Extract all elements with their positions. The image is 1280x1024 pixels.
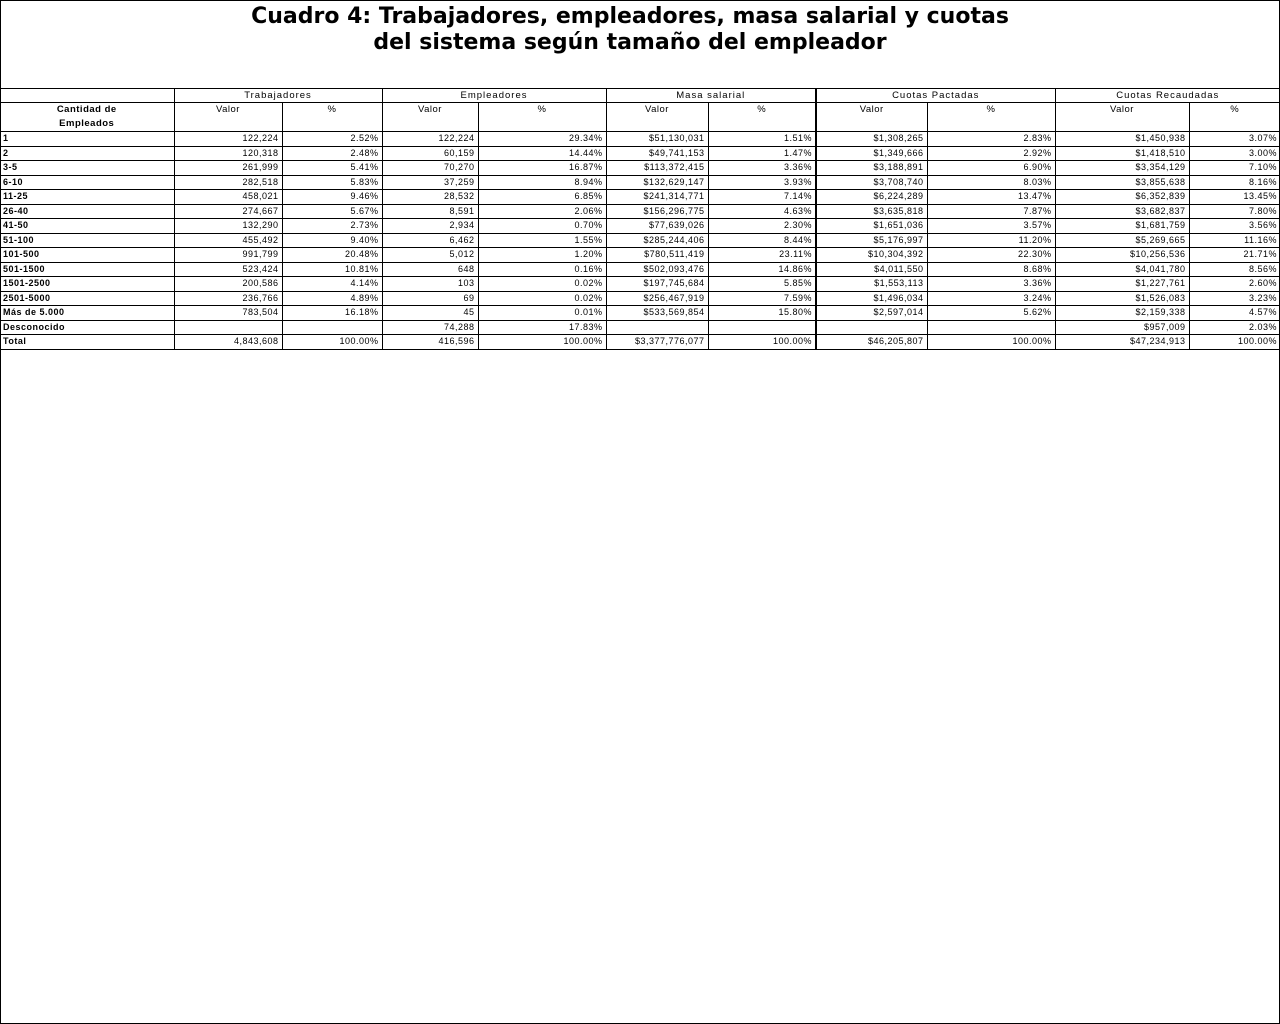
value-cell: $3,188,891 (816, 161, 927, 176)
value-cell: 783,504 (174, 306, 282, 321)
value-cell: $77,639,026 (606, 219, 708, 234)
group-header-trabajadores: Trabajadores (174, 89, 382, 103)
percent-cell: 14.86% (708, 262, 816, 277)
table-row (0, 146, 1280, 161)
percent-cell: 0.16% (478, 262, 606, 277)
table-row (0, 306, 1280, 321)
value-cell: 70,270 (382, 161, 478, 176)
table-row (0, 161, 1280, 176)
row-label: 51-100 (0, 233, 174, 248)
group-header-cuotas-recaudadas: Cuotas Recaudadas (1055, 89, 1280, 103)
percent-cell: 8.44% (708, 233, 816, 248)
value-cell: $957,009 (1055, 320, 1189, 335)
value-cell: $6,352,839 (1055, 190, 1189, 205)
percent-cell: 6.90% (927, 161, 1055, 176)
value-cell: $46,205,807 (816, 335, 927, 350)
subheader-percent: % (1189, 103, 1280, 132)
table-row (0, 190, 1280, 205)
value-cell: $5,176,997 (816, 233, 927, 248)
percent-cell: 17.83% (478, 320, 606, 335)
percent-cell: 5.85% (708, 277, 816, 292)
percent-cell: 7.59% (708, 291, 816, 306)
percent-cell: 100.00% (927, 335, 1055, 350)
value-cell: $3,354,129 (1055, 161, 1189, 176)
percent-cell: 3.07% (1189, 132, 1280, 147)
percent-cell: 100.00% (708, 335, 816, 350)
percent-cell: 16.18% (282, 306, 382, 321)
percent-cell: 0.01% (478, 306, 606, 321)
value-cell: $2,159,338 (1055, 306, 1189, 321)
row-header-line-2: Empleados (59, 118, 115, 129)
percent-cell: 1.55% (478, 233, 606, 248)
value-cell: $4,041,780 (1055, 262, 1189, 277)
table-body (0, 132, 1280, 350)
value-cell: 122,224 (174, 132, 282, 147)
value-cell: $3,377,776,077 (606, 335, 708, 350)
percent-cell: 5.62% (927, 306, 1055, 321)
table-row (0, 335, 1280, 350)
percent-cell: 3.56% (1189, 219, 1280, 234)
percent-cell: 20.48% (282, 248, 382, 263)
value-cell: 122,224 (382, 132, 478, 147)
value-cell: 4,843,608 (174, 335, 282, 350)
percent-cell: 4.57% (1189, 306, 1280, 321)
value-cell: 120,318 (174, 146, 282, 161)
value-cell: $1,651,036 (816, 219, 927, 234)
percent-cell: 16.87% (478, 161, 606, 176)
percent-cell: 2.03% (1189, 320, 1280, 335)
percent-cell: 6.85% (478, 190, 606, 205)
value-cell: $1,227,761 (1055, 277, 1189, 292)
percent-cell: 3.24% (927, 291, 1055, 306)
value-cell: $10,256,536 (1055, 248, 1189, 263)
table-row (0, 320, 1280, 335)
value-cell: $1,496,034 (816, 291, 927, 306)
percent-cell: 13.45% (1189, 190, 1280, 205)
value-cell: $113,372,415 (606, 161, 708, 176)
table-row (0, 277, 1280, 292)
percent-cell: 5.41% (282, 161, 382, 176)
percent-cell: 8.16% (1189, 175, 1280, 190)
percent-cell: 23.11% (708, 248, 816, 263)
value-cell: $51,130,031 (606, 132, 708, 147)
percent-cell: 0.02% (478, 291, 606, 306)
value-cell: 282,518 (174, 175, 282, 190)
value-cell: 523,424 (174, 262, 282, 277)
row-label: 1 (0, 132, 174, 147)
row-label: 6-10 (0, 175, 174, 190)
table-row (0, 132, 1280, 147)
percent-cell: 14.44% (478, 146, 606, 161)
value-cell: 261,999 (174, 161, 282, 176)
value-cell: $3,682,837 (1055, 204, 1189, 219)
row-header-line-1: Cantidad de (56, 104, 117, 115)
group-header-masa-salarial: Masa salarial (606, 89, 816, 103)
table-row (0, 262, 1280, 277)
value-cell: $5,269,665 (1055, 233, 1189, 248)
value-cell: 236,766 (174, 291, 282, 306)
row-label: 26-40 (0, 204, 174, 219)
percent-cell: 3.00% (1189, 146, 1280, 161)
row-label: Desconocido (0, 320, 174, 335)
percent-cell (708, 320, 816, 335)
group-header-cuotas-pactadas: Cuotas Pactadas (816, 89, 1055, 103)
percent-cell: 2.06% (478, 204, 606, 219)
value-cell: $197,745,684 (606, 277, 708, 292)
value-cell: $1,450,938 (1055, 132, 1189, 147)
percent-cell: 2.83% (927, 132, 1055, 147)
percent-cell: 4.14% (282, 277, 382, 292)
value-cell: $3,635,818 (816, 204, 927, 219)
value-cell: $156,296,775 (606, 204, 708, 219)
row-label: 501-1500 (0, 262, 174, 277)
title-line-1: Cuadro 4: Trabajadores, empleadores, masa salarial y cuotas (251, 4, 1009, 29)
value-cell (606, 320, 708, 335)
group-header-empleadores: Empleadores (382, 89, 606, 103)
value-cell: $1,681,759 (1055, 219, 1189, 234)
percent-cell: 3.23% (1189, 291, 1280, 306)
percent-cell: 29.34% (478, 132, 606, 147)
value-cell (174, 320, 282, 335)
percent-cell: 100.00% (478, 335, 606, 350)
percent-cell: 1.47% (708, 146, 816, 161)
table-row (0, 291, 1280, 306)
value-cell: 991,799 (174, 248, 282, 263)
percent-cell: 8.68% (927, 262, 1055, 277)
value-cell: $10,304,392 (816, 248, 927, 263)
percent-cell: 15.80% (708, 306, 816, 321)
percent-cell: 9.46% (282, 190, 382, 205)
value-cell: $533,569,854 (606, 306, 708, 321)
percent-cell: 9.40% (282, 233, 382, 248)
row-header-label (0, 103, 174, 132)
percent-cell: 7.80% (1189, 204, 1280, 219)
percent-cell: 3.36% (708, 161, 816, 176)
subheader-valor: Valor (816, 103, 927, 132)
data-table-wrapper (0, 88, 1280, 350)
value-cell: $49,741,153 (606, 146, 708, 161)
value-cell: 6,462 (382, 233, 478, 248)
percent-cell: 4.89% (282, 291, 382, 306)
value-cell: $241,314,771 (606, 190, 708, 205)
percent-cell: 2.73% (282, 219, 382, 234)
row-label: Total (0, 335, 174, 350)
value-cell: 103 (382, 277, 478, 292)
percent-cell: 2.92% (927, 146, 1055, 161)
value-cell: $132,629,147 (606, 175, 708, 190)
value-cell: $47,234,913 (1055, 335, 1189, 350)
value-cell: $780,511,419 (606, 248, 708, 263)
percent-cell: 11.20% (927, 233, 1055, 248)
value-cell: $256,467,919 (606, 291, 708, 306)
value-cell: 37,259 (382, 175, 478, 190)
value-cell: 455,492 (174, 233, 282, 248)
percent-cell: 22.30% (927, 248, 1055, 263)
value-cell: 274,667 (174, 204, 282, 219)
row-label: 2 (0, 146, 174, 161)
table-row (0, 175, 1280, 190)
percent-cell: 7.87% (927, 204, 1055, 219)
value-cell: 28,532 (382, 190, 478, 205)
percent-cell: 8.56% (1189, 262, 1280, 277)
row-label: Más de 5.000 (0, 306, 174, 321)
percent-cell: 1.20% (478, 248, 606, 263)
value-cell: $1,418,510 (1055, 146, 1189, 161)
subheader-valor: Valor (606, 103, 708, 132)
percent-cell: 2.52% (282, 132, 382, 147)
percent-cell: 21.71% (1189, 248, 1280, 263)
value-cell: $1,553,113 (816, 277, 927, 292)
value-cell: 8,591 (382, 204, 478, 219)
percent-cell: 3.36% (927, 277, 1055, 292)
value-cell: $2,597,014 (816, 306, 927, 321)
row-label: 1501-2500 (0, 277, 174, 292)
percent-cell: 13.47% (927, 190, 1055, 205)
percent-cell: 7.10% (1189, 161, 1280, 176)
table-row (0, 233, 1280, 248)
percent-cell: 2.48% (282, 146, 382, 161)
percent-cell: 4.63% (708, 204, 816, 219)
corner-cell (0, 89, 174, 103)
percent-cell: 5.83% (282, 175, 382, 190)
percent-cell: 11.16% (1189, 233, 1280, 248)
percent-cell: 100.00% (1189, 335, 1280, 350)
percent-cell (927, 320, 1055, 335)
page-title (0, 4, 1260, 56)
table-row (0, 219, 1280, 234)
percent-cell: 0.02% (478, 277, 606, 292)
percent-cell: 2.30% (708, 219, 816, 234)
value-cell: 5,012 (382, 248, 478, 263)
subheader-valor: Valor (382, 103, 478, 132)
value-cell (816, 320, 927, 335)
data-table (0, 88, 1280, 350)
percent-cell: 3.93% (708, 175, 816, 190)
subheader-percent: % (708, 103, 816, 132)
subheader-valor: Valor (1055, 103, 1189, 132)
percent-cell (282, 320, 382, 335)
value-cell: 200,586 (174, 277, 282, 292)
percent-cell: 10.81% (282, 262, 382, 277)
percent-cell: 8.94% (478, 175, 606, 190)
value-cell: 132,290 (174, 219, 282, 234)
value-cell: 2,934 (382, 219, 478, 234)
subheader-valor: Valor (174, 103, 282, 132)
value-cell: 45 (382, 306, 478, 321)
value-cell: $3,855,638 (1055, 175, 1189, 190)
value-cell: $502,093,476 (606, 262, 708, 277)
row-label: 3-5 (0, 161, 174, 176)
percent-cell: 100.00% (282, 335, 382, 350)
value-cell: 416,596 (382, 335, 478, 350)
value-cell: $1,526,083 (1055, 291, 1189, 306)
value-cell: 458,021 (174, 190, 282, 205)
group-header-row (0, 89, 1280, 103)
percent-cell: 5.67% (282, 204, 382, 219)
row-label: 11-25 (0, 190, 174, 205)
percent-cell: 7.14% (708, 190, 816, 205)
value-cell: $1,349,666 (816, 146, 927, 161)
percent-cell: 3.57% (927, 219, 1055, 234)
value-cell: $1,308,265 (816, 132, 927, 147)
percent-cell: 0.70% (478, 219, 606, 234)
value-cell: $3,708,740 (816, 175, 927, 190)
percent-cell: 2.60% (1189, 277, 1280, 292)
value-cell: $285,244,406 (606, 233, 708, 248)
value-cell: 60,159 (382, 146, 478, 161)
value-cell: 74,288 (382, 320, 478, 335)
row-label: 2501-5000 (0, 291, 174, 306)
percent-cell: 1.51% (708, 132, 816, 147)
value-cell: $4,011,550 (816, 262, 927, 277)
value-cell: 69 (382, 291, 478, 306)
value-cell: $6,224,289 (816, 190, 927, 205)
row-label: 101-500 (0, 248, 174, 263)
percent-cell: 8.03% (927, 175, 1055, 190)
subheader-percent: % (478, 103, 606, 132)
subheader-percent: % (927, 103, 1055, 132)
table-row (0, 248, 1280, 263)
subheader-percent: % (282, 103, 382, 132)
value-cell: 648 (382, 262, 478, 277)
table-row (0, 204, 1280, 219)
title-line-2: del sistema según tamaño del empleador (373, 30, 887, 55)
row-label: 41-50 (0, 219, 174, 234)
sub-header-row (0, 103, 1280, 132)
